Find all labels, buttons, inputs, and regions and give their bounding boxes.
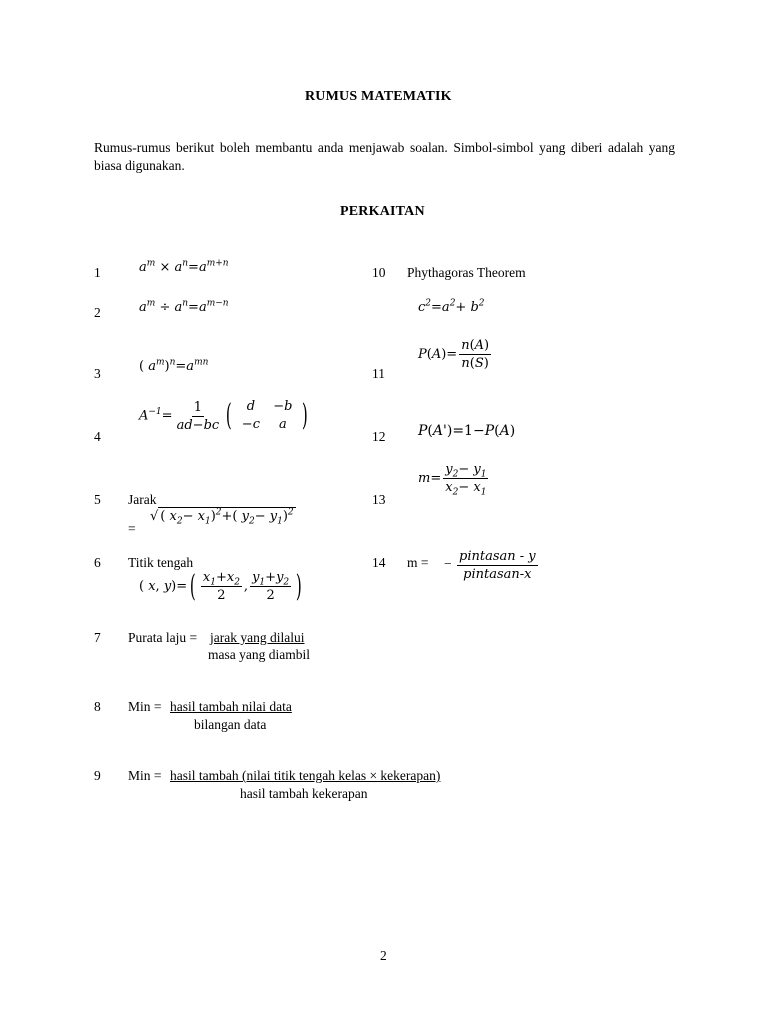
average-speed-numerator: jarak yang dilalui [210, 630, 305, 645]
jarak-equals: = [128, 521, 136, 536]
page-number: 2 [380, 948, 387, 963]
item-number-8: 8 [94, 699, 101, 714]
formula-inverse-matrix: $A^{-1}=$ $\frac{1}{ad-bc}$ ( d −b −c a ) [139, 398, 308, 433]
x-intercept: pintasan-x [463, 567, 532, 582]
formula-complement: P(A')=1−P(A) [418, 423, 516, 439]
item-number-13: 13 [372, 492, 386, 507]
formula-pythagoras: $c^2=a^2+ b^2$ [418, 298, 485, 315]
intro-paragraph: Rumus-rumus berikut boleh membantu anda menjawab soalan. Simbol-simbol yang diberi adalah yang biasa digunakan. [94, 140, 675, 173]
item-number-7: 7 [94, 630, 101, 645]
mean-denominator: bilangan data [194, 717, 267, 732]
item-number-2: 2 [94, 305, 101, 320]
grouped-mean-numerator: hasil tambah (nilai titik tengah kelas × kekerapan) [170, 768, 441, 783]
item-number-1: 1 [94, 265, 101, 280]
grouped-mean-label: Min = [128, 768, 162, 783]
y-intercept: pintasan - y [459, 549, 536, 564]
formula-index-divide: $a^m \div a^n=a^{m-n}$ [139, 298, 229, 315]
item-number-3: 3 [94, 366, 101, 381]
formula-gradient: m= $\frac{y_2- y_1}{x_2- x_1}$ [418, 462, 487, 498]
mean-numerator: hasil tambah nilai data [170, 699, 292, 714]
grouped-mean-denominator: hasil tambah kekerapan [240, 786, 368, 801]
item-number-6: 6 [94, 555, 101, 570]
mean-label: Min = [128, 699, 162, 714]
item-number-5: 5 [94, 492, 101, 507]
page-title: RUMUS MATEMATIK [305, 89, 452, 104]
gradient-intercept-label: m = [407, 555, 429, 570]
formula-index-multiply: $a^m \times a^n=a^{m+n}$ [139, 258, 229, 275]
average-speed-denominator: masa yang diambil [208, 647, 310, 662]
formula-distance: √ ( $x_2- x_1)^2+$( $y_2- y_1)^2$ [150, 507, 294, 527]
formula-gradient-intercept [455, 549, 540, 582]
item-number-9: 9 [94, 768, 101, 783]
item-number-12: 12 [372, 429, 386, 444]
jarak-label: Jarak [128, 492, 157, 507]
item-number-4: 4 [94, 429, 101, 444]
gradient-minus-sign: − [444, 556, 452, 571]
pythagoras-label: Phythagoras Theorem [407, 265, 526, 280]
midpoint-label: Titik tengah [128, 555, 194, 570]
average-speed-label: Purata laju = [128, 630, 198, 645]
item-number-10: 10 [372, 265, 386, 280]
item-number-14: 14 [372, 555, 386, 570]
formula-midpoint: ( x, y)=( $\frac{x_1+x_2}{2}$ , $\frac{y_1+y_2}{2}$ ) [139, 568, 302, 604]
formula-probability: P(A)= $\frac{n(A)}{n(S)}$ [418, 338, 490, 371]
item-number-11: 11 [372, 366, 385, 381]
section-title: PERKAITAN [340, 204, 425, 219]
formula-index-power: ( $a^m)^n=a^{mn}$ [139, 357, 209, 374]
